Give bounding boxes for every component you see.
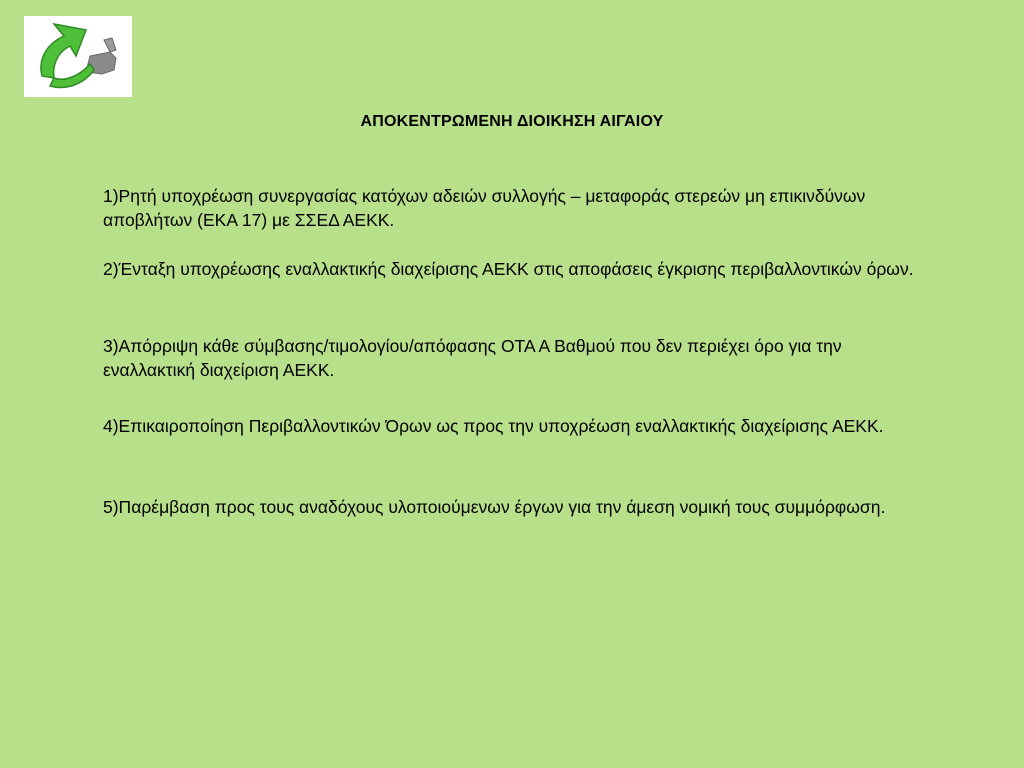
list-item: 3)Απόρριψη κάθε σύμβασης/τιμολογίου/απόφασης ΟΤΑ Α Βαθμού που δεν περιέχει όρο για την εναλλακτική διαχείριση ΑΕΚΚ. xyxy=(103,336,842,380)
list-item: 1)Ρητή υποχρέωση συνεργασίας κατόχων αδειών συλλογής – μεταφοράς στερεών μη επικινδύνων αποβλήτων (ΕΚΑ 17) με ΣΣΕΔ ΑΕΚΚ. xyxy=(103,186,866,230)
recycling-arrow-icon xyxy=(24,16,132,97)
list-item: 4)Επικαιροποίηση Περιβαλλοντικών Όρων ως προς την υποχρέωση εναλλακτικής διαχείρισης ΑΕΚΚ. xyxy=(103,416,884,436)
page-title: ΑΠΟΚΕΝΤΡΩΜΕΝΗ ΔΙΟΙΚΗΣΗ ΑΙΓΑΙΟΥ xyxy=(360,113,664,130)
logo xyxy=(24,16,132,97)
list-item: 5)Παρέμβαση προς τους αναδόχους υλοποιούμενων έργων για την άμεση νομική τους συμμόρφωση. xyxy=(103,497,886,517)
list-item: 2)Ένταξη υποχρέωσης εναλλακτικής διαχείρισης ΑΕΚΚ στις αποφάσεις έγκρισης περιβαλλοντικών όρων. xyxy=(103,259,914,279)
